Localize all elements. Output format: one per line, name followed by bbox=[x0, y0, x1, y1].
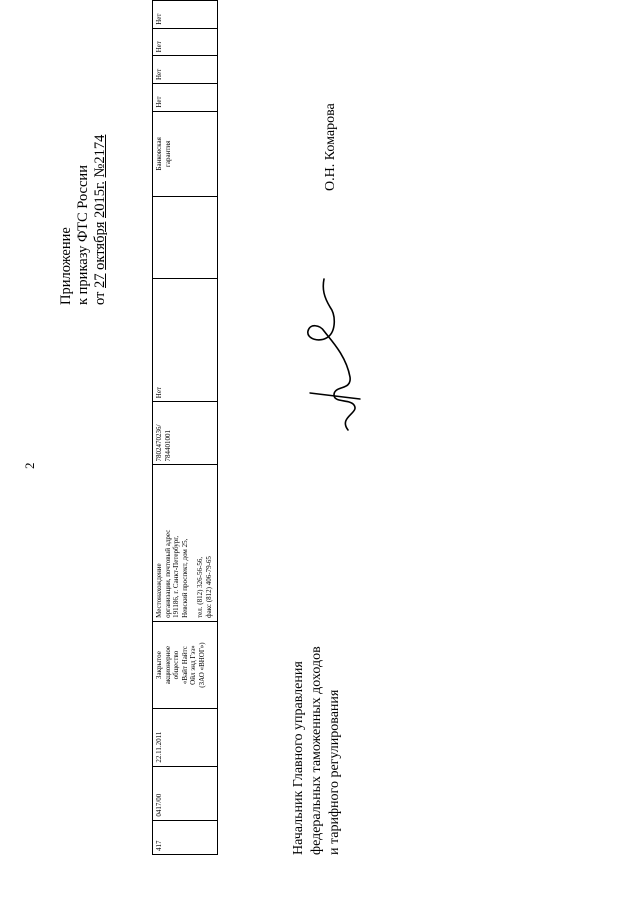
cell-inn-kpp bbox=[153, 402, 218, 465]
appendix-title: Приложение bbox=[58, 227, 74, 305]
page-number: 2 bbox=[22, 462, 37, 469]
cell-flag-1: Нет bbox=[153, 84, 218, 112]
kpp: 784401001 bbox=[163, 429, 172, 462]
org-name-line: акционерное bbox=[163, 645, 172, 685]
cell-num: 417 bbox=[153, 820, 218, 854]
address-gap bbox=[189, 468, 196, 617]
address-line: 191186, г. Санкт-Петербург, bbox=[172, 535, 180, 618]
cell-flag-2: Нет bbox=[153, 56, 218, 84]
cell-flag-3: Нет bbox=[153, 28, 218, 56]
address-line: Местонахождение bbox=[155, 563, 163, 618]
inn: 7802470236/ bbox=[155, 424, 163, 462]
chief-title-line: Начальник Главного управления bbox=[291, 661, 306, 855]
appendix-order-line: к приказу ФТС России bbox=[75, 165, 91, 305]
appendix-header bbox=[58, 135, 109, 305]
org-name-line: общество bbox=[172, 650, 180, 680]
cell-flag-4: Нет bbox=[153, 1, 218, 29]
address-line: Невский проспект, дом 25, bbox=[180, 538, 189, 618]
cell-empty bbox=[153, 196, 218, 278]
address-line: организации, почтовый адрес bbox=[163, 529, 172, 618]
guarantee-line: гарантия bbox=[163, 140, 172, 168]
cell-address bbox=[153, 465, 218, 621]
org-name-line: Ойл энд Гэз» bbox=[189, 645, 197, 685]
appendix-date-line bbox=[92, 135, 109, 305]
phone-line: тел. (812) 326-56-56, bbox=[196, 556, 204, 618]
date-month: октября bbox=[92, 221, 108, 270]
chief-name: О.Н. Комарова bbox=[323, 103, 338, 191]
cell-none: Нет bbox=[153, 279, 218, 402]
cell-guarantee bbox=[153, 111, 218, 196]
signature-stroke bbox=[308, 279, 355, 430]
registry-table bbox=[152, 0, 218, 855]
date-day: 27 bbox=[92, 273, 108, 288]
order-number: №2174 bbox=[92, 134, 108, 178]
chief-title bbox=[290, 646, 344, 855]
org-name-line: (ЗАО «ВНОГ») bbox=[197, 642, 206, 688]
signature-image bbox=[290, 275, 370, 435]
date-year: 2015г. bbox=[92, 181, 108, 218]
guarantee-line: Банковская bbox=[155, 137, 163, 171]
cell-org-name bbox=[153, 621, 218, 708]
fax-line: факс (812) 406-79-65 bbox=[204, 556, 213, 618]
org-name-line: «Вайт Найтс bbox=[180, 646, 189, 685]
cell-date: 22.11.2011 bbox=[153, 709, 218, 766]
org-name-line: Закрытое bbox=[155, 651, 163, 680]
chief-title-line: федеральных таможенных доходов bbox=[309, 646, 324, 855]
table-row bbox=[153, 1, 218, 855]
cell-reg-number: 0417/00 bbox=[153, 766, 218, 820]
date-prefix: от bbox=[92, 291, 108, 305]
chief-title-line: и тарифного регулирования bbox=[327, 689, 342, 855]
